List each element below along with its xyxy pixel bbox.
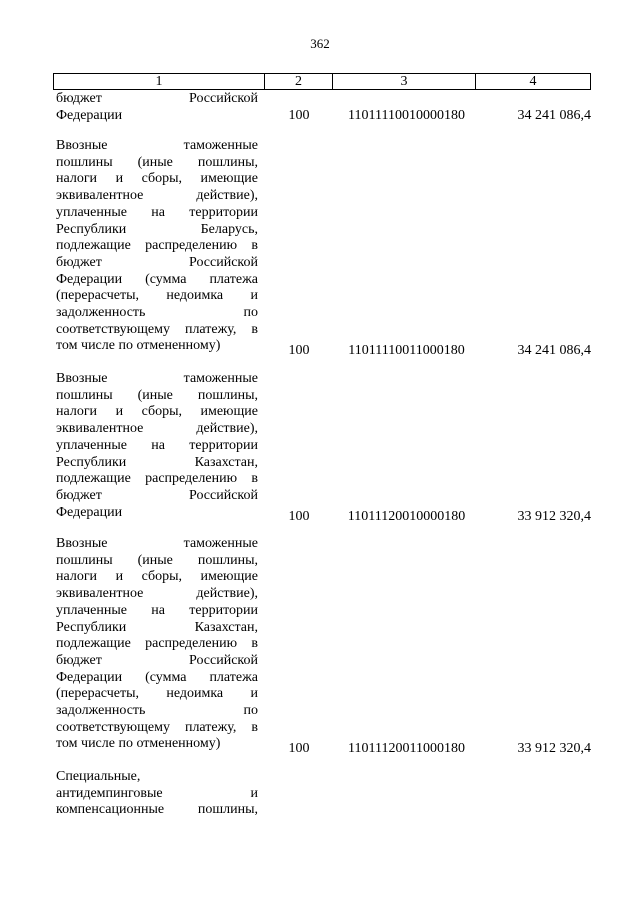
- description-line: соответствующему платежу, в: [56, 719, 258, 735]
- row-col-4: 34 241 086,4: [517, 108, 591, 124]
- description-line: Федерации (сумма платежа: [56, 669, 258, 685]
- header-col-3: 3: [333, 74, 476, 89]
- description-line: том числе по отмененному): [56, 338, 221, 354]
- page-number: 362: [310, 36, 330, 51]
- header-col-1: 1: [54, 74, 265, 89]
- row-col-2: 100: [288, 741, 310, 757]
- description-line: налоги и сборы, имеющие: [56, 404, 258, 420]
- table-row: [53, 91, 591, 125]
- description-line: пошлины (иные пошлины,: [56, 552, 258, 568]
- description-line: подлежащие распределению в: [56, 471, 258, 487]
- description-line: компенсационные пошлины,: [56, 802, 258, 818]
- description-line: Республики Казахстан,: [56, 619, 258, 635]
- description-line: бюджет Российской: [56, 487, 258, 503]
- description-line: Специальные,: [56, 769, 141, 784]
- description-line: Федерации: [56, 107, 123, 123]
- description-line: Ввозные таможенные: [56, 138, 258, 153]
- row-col-2: 100: [288, 108, 310, 124]
- table-row: [53, 371, 591, 526]
- description-line: Федерации: [56, 504, 123, 520]
- table-row: [53, 769, 591, 821]
- row-col-3: 11011120010000180: [347, 509, 466, 525]
- description-line: Республики Казахстан,: [56, 454, 258, 470]
- description-line: подлежащие распределению в: [56, 636, 258, 652]
- row-col-2: 100: [288, 343, 310, 359]
- table-row: [53, 536, 591, 758]
- description-line: эквивалентное действие),: [56, 421, 258, 437]
- description-line: задолженность по: [56, 305, 258, 321]
- description-line: уплаченные на территории: [56, 204, 258, 220]
- description-line: (перерасчеты, недоимка и: [56, 288, 258, 304]
- description-line: эквивалентное действие),: [56, 188, 258, 204]
- row-col-3: 11011110011000180: [348, 343, 465, 359]
- description-line: Ввозные таможенные: [56, 536, 258, 551]
- row-description: [56, 769, 258, 819]
- description-line: (перерасчеты, недоимка и: [56, 686, 258, 702]
- description-line: подлежащие распределению в: [56, 238, 258, 254]
- description-line: бюджет Российской: [56, 91, 258, 106]
- table-header-row: [53, 73, 591, 90]
- row-col-3: 11011120011000180: [348, 741, 465, 757]
- description-line: Федерации (сумма платежа: [56, 271, 258, 287]
- description-line: налоги и сборы, имеющие: [56, 171, 258, 187]
- description-line: бюджет Российской: [56, 652, 258, 668]
- row-description: [56, 138, 258, 355]
- description-line: соответствующему платежу, в: [56, 321, 258, 337]
- description-line: пошлины (иные пошлины,: [56, 154, 258, 170]
- row-col-3: 11011110010000180: [348, 108, 465, 124]
- description-line: эквивалентное действие),: [56, 586, 258, 602]
- description-line: уплаченные на территории: [56, 437, 258, 453]
- row-col-4: 33 912 320,4: [517, 509, 591, 525]
- description-line: Ввозные таможенные: [56, 371, 258, 386]
- row-description: [56, 91, 258, 124]
- table-row: [53, 138, 591, 360]
- header-col-4: 4: [529, 74, 537, 89]
- description-line: пошлины (иные пошлины,: [56, 387, 258, 403]
- description-line: задолженность по: [56, 703, 258, 719]
- row-description: [56, 536, 258, 753]
- row-col-2: 100: [288, 509, 310, 525]
- row-col-4: 34 241 086,4: [517, 343, 591, 359]
- row-col-4: 33 912 320,4: [517, 741, 591, 757]
- description-line: уплаченные на территории: [56, 602, 258, 618]
- description-line: Республики Беларусь,: [56, 221, 258, 237]
- row-description: [56, 371, 258, 521]
- description-line: налоги и сборы, имеющие: [56, 569, 258, 585]
- description-line: антидемпинговые и: [56, 785, 258, 801]
- description-line: том числе по отмененному): [56, 736, 221, 752]
- header-col-2: 2: [265, 74, 333, 89]
- description-line: бюджет Российской: [56, 254, 258, 270]
